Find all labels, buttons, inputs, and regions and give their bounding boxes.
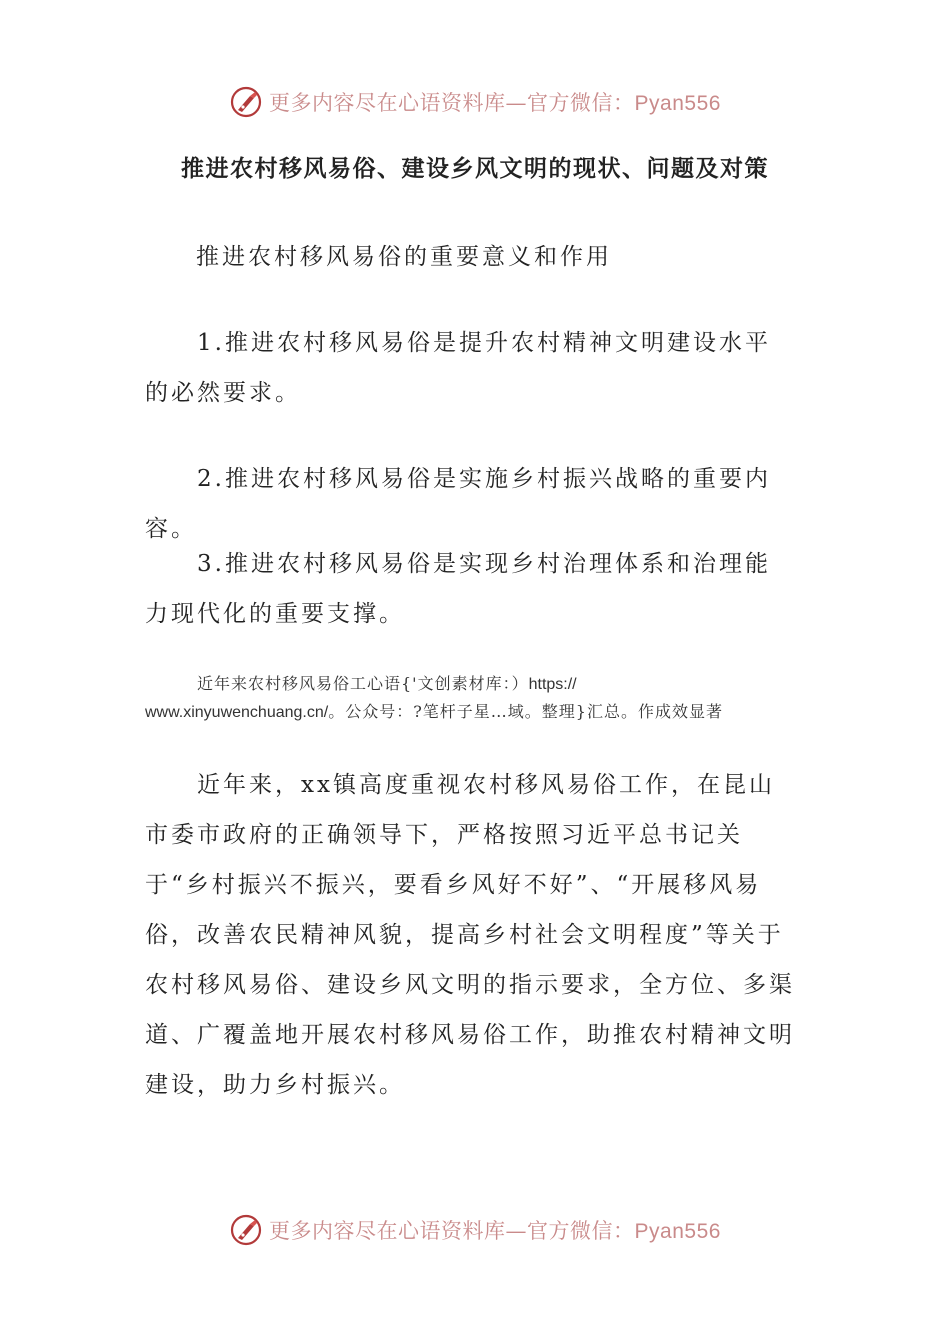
watermark-url-part-1: https:// (528, 676, 577, 693)
banner-wechat-id: Pyan556 (634, 92, 721, 115)
footer-banner (0, 1208, 950, 1252)
point-3-paragraph: 3.推进农村移风易俗是实现乡村治理体系和治理能力现代化的重要支撑。 (145, 551, 771, 627)
banner-text: 更多内容尽在心语资料库—官方微信：Pyan556 (269, 91, 721, 115)
pen-nib-logo-icon (229, 85, 263, 119)
banner-wechat-id: Pyan556 (634, 1220, 721, 1243)
section-heading: 推进农村移风易俗的重要意义和作用 (196, 244, 612, 270)
watermark-url-part-2: www.xinyuwenchuang.cn/ (145, 704, 329, 721)
body-paragraph: 近年来，xx镇高度重视农村移风易俗工作，在昆山市委市政府的正确领导下，严格按照习近平总书记关于“乡村振兴不振兴，要看乡风好不好”、“开展移风易俗，改善农民精神风貌，提高乡村社会文明程度”等关于农村移风易俗、建设乡风文明的指示要求，全方位、多渠道、广覆盖地开展农村移风易俗工作，助推农村精神文明建设，助力乡村振兴。 (145, 772, 795, 1098)
point-2-paragraph: 2.推进农村移风易俗是实施乡村振兴战略的重要内容。 (145, 466, 771, 542)
header-banner (0, 80, 950, 124)
point-1-paragraph: 1.推进农村移风易俗是提升农村精神文明建设水平的必然要求。 (145, 330, 771, 406)
document-title: 推进农村移风易俗、建设乡风文明的现状、问题及对策 (181, 155, 769, 182)
banner-text: 更多内容尽在心语资料库—官方微信：Pyan556 (269, 1219, 721, 1243)
pen-nib-logo-icon (229, 1213, 263, 1247)
watermark-paragraph: 近年来农村移风易俗工心语{'文创素材库：）https:// www.xinyuwenchuang.cn/。公众号：?笔杆子星…域。整理}汇总。作成效显著 (145, 674, 723, 721)
